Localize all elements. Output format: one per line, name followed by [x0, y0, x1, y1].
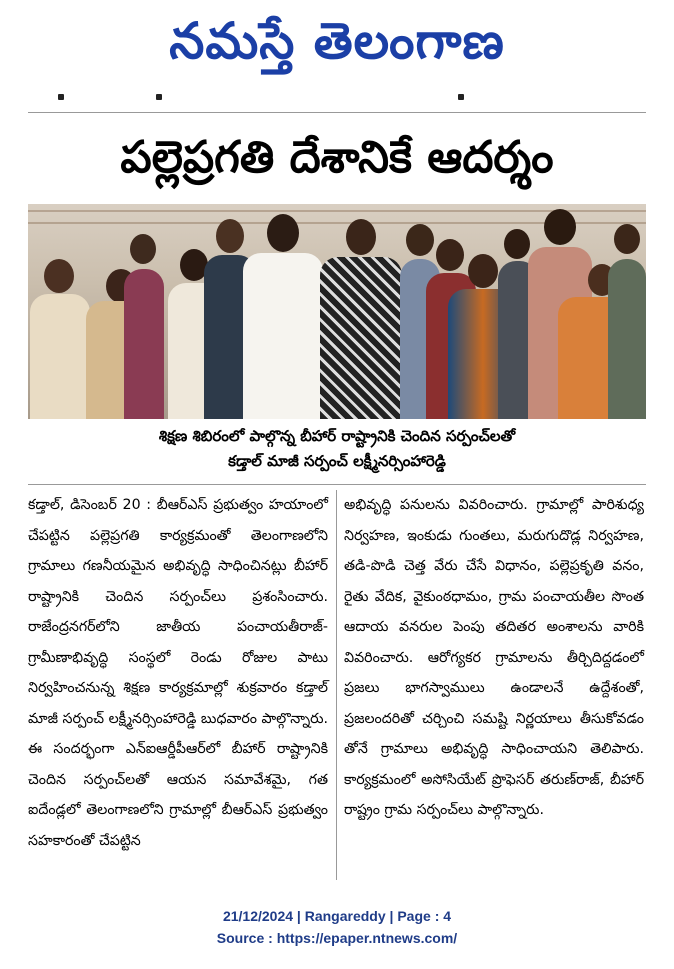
newspaper-masthead: నమస్తే తెలంగాణ [169, 12, 505, 70]
photo-person [124, 234, 164, 419]
header-rule [28, 112, 646, 113]
dateline-dot [58, 94, 64, 100]
photo-caption [28, 424, 646, 480]
photo-person [320, 219, 402, 419]
footer-source-link[interactable]: Source : https://epaper.ntnews.com/ [216, 930, 458, 946]
photo-person [243, 214, 323, 419]
footer-edition-info: 21/12/2024 | Rangareddy | Page : 4 [222, 908, 452, 924]
photo-person [608, 224, 646, 419]
photo-caption-line: కడ్తాల్ మాజీ సర్పంచ్ లక్ష్మీనర్సింహారెడ్డి [228, 452, 446, 470]
caption-rule [28, 484, 646, 485]
column-divider [336, 490, 337, 880]
article-body-right-column: అభివృద్ధి పనులను వివరించారు. గ్రామాల్లో పారిశుధ్య నిర్వహణ, ఇంకుడు గుంతలు, మరుగుదొడ్ల నిర్వహణ, తడి-పొడి చెత్త వేరు చేసే విధానం, పల్లెప్రకృతి వనం, రైతు వేదిక, వైకుంఠధామం, గ్రామ పంచాయతీల సొంత ఆదాయ వనరుల పెంపు తదితర అంశాలను వారికి వివరించారు. ఆరోగ్యకర గ్రామాలను తీర్చిదిద్దడంలో ప్రజలు భాగస్వాములు ఉండాలనే ఉద్దేశంతో, ప్రజలందరితో చర్చించి సమష్టి నిర్ణయాలు తీసుకోవడం తోనే గ్రామాలు అభివృద్ధి సాధించాయని తెలిపారు. కార్యక్రమంలో అసోసియేట్ ప్రొఫెసర్ తరుణ్‌రాజ్, బీహార్ రాష్ట్రం గ్రామ సర్పంచ్‌లు పాల్గొన్నారు. [344, 497, 644, 818]
article-headline: పల్లెప్రగతి దేశానికే ఆదర్శం [120, 132, 554, 183]
article-photo [28, 204, 646, 419]
article-body-left-column: కడ్తాల్, డిసెంబర్ 20 : బీఆర్ఎస్ ప్రభుత్వం హయాంలో చేపట్టిన పల్లెప్రగతి కార్యక్రమంతో తెలంగాణలోని గ్రామాలు గణనీయమైన అభివృద్ధి సాధించినట్లు బీహార్ రాష్ట్రానికి చెందిన సర్పంచ్‌లు ప్రశంసించారు. రాజేంద్రనగర్‌లోని జాతీయ పంచాయతీరాజ్-గ్రామీణాభివృద్ధి సంస్థలో రెండు రోజుల పాటు నిర్వహించనున్న శిక్షణ కార్యక్రమాల్లో శుక్రవారం కడ్తాల్ మాజీ సర్పంచ్ లక్ష్మీనర్సింహారెడ్డి బుధవారం పాల్గొన్నారు. ఈ సందర్భంగా ఎన్ఐఆర్డీపీఆర్‌లో బీహార్ రాష్ట్రానికి చెందిన సర్పంచ్‌లతో ఆయన సమావేశమై, గత ఐదేండ్లలో తెలంగాణలోని గ్రామాల్లో బీఆర్ఎస్ ప్రభుత్వం సహకారంతో చేపట్టిన [28, 497, 328, 849]
dateline-dot [156, 94, 162, 100]
dateline-dot [458, 94, 464, 100]
photo-caption-line: శిక్షణ శిబిరంలో పాల్గొన్న బీహార్ రాష్ట్రానికి చెందిన సర్పంచ్‌లతో [158, 427, 516, 445]
masthead-dateline-strip [28, 92, 646, 104]
photo-person [30, 259, 90, 419]
